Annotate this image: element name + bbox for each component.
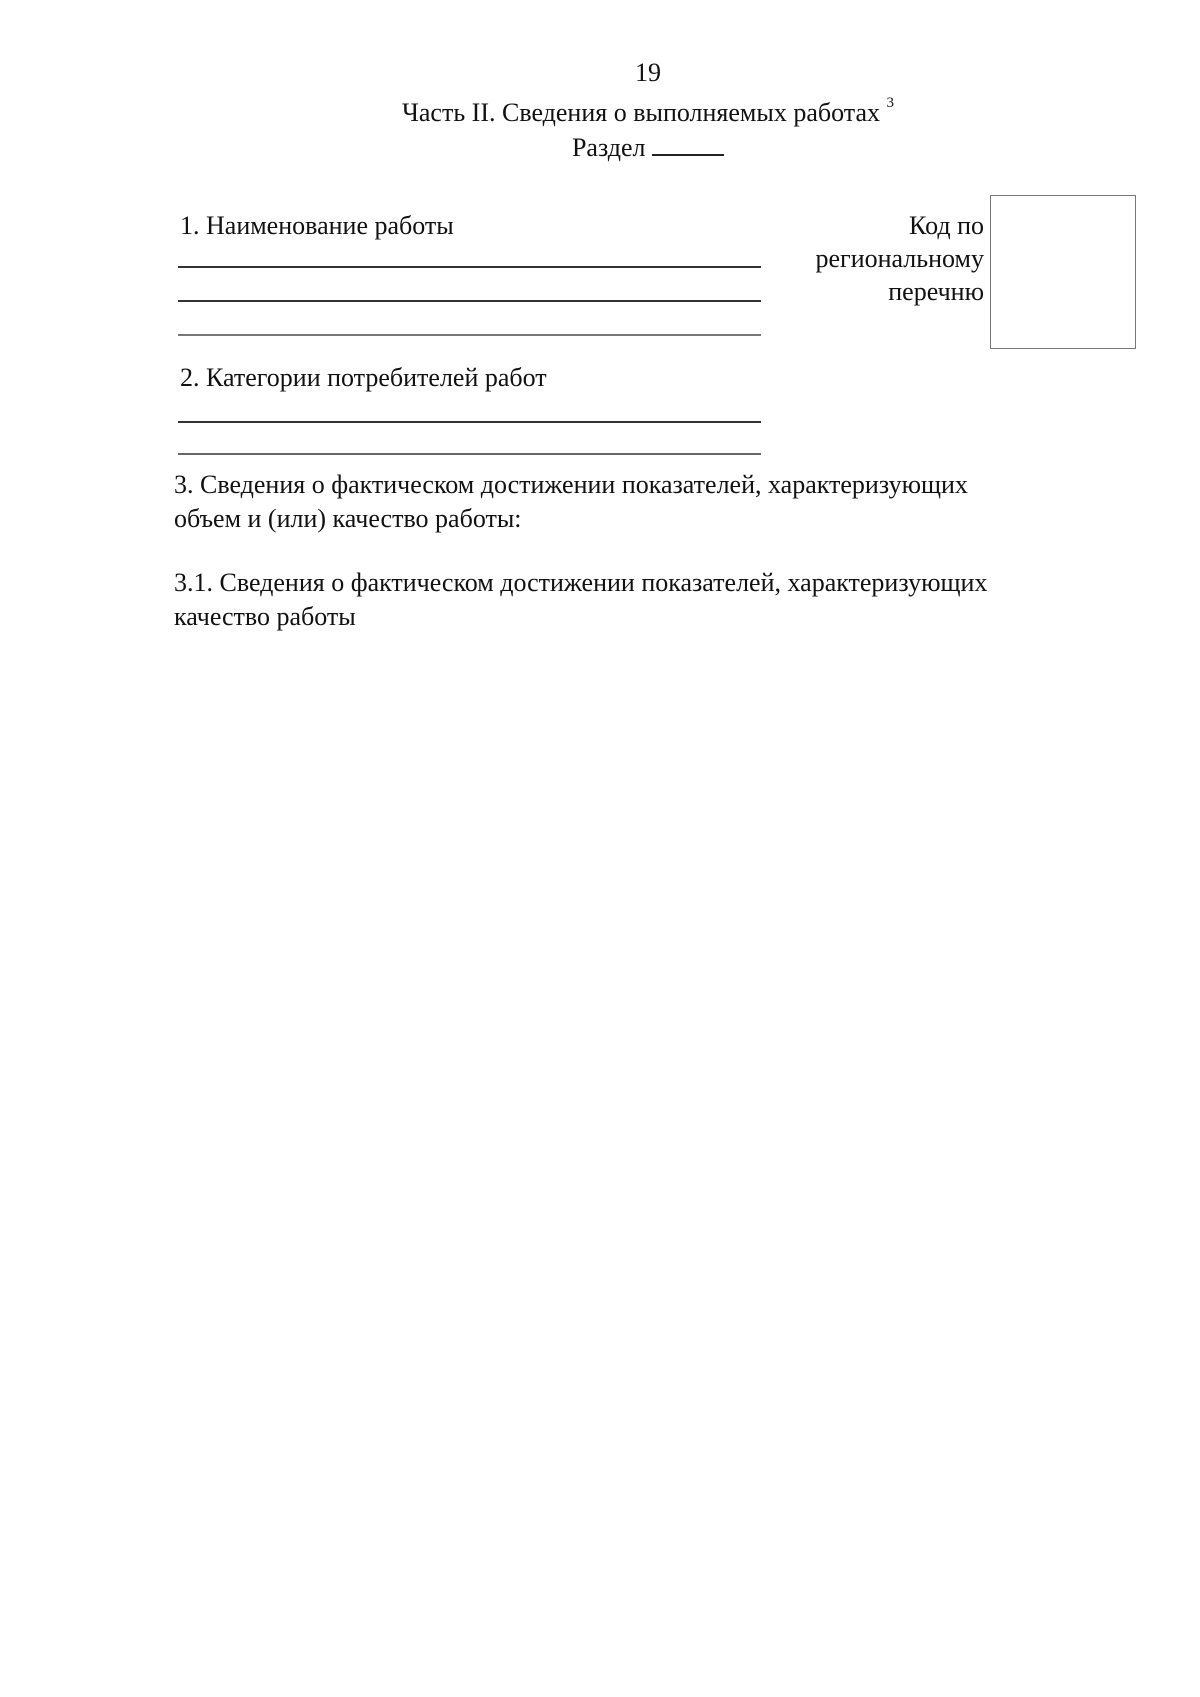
item31-line-1: 3.1. Сведения о фактическом достижении показателей, характеризующих bbox=[174, 568, 988, 597]
code-label-line-3: перечню bbox=[888, 277, 984, 306]
page-number: 19 bbox=[635, 58, 661, 87]
work-name-line-2[interactable] bbox=[178, 300, 761, 302]
work-name-label: 1. Наименование работы bbox=[180, 211, 454, 240]
code-label-line-2: региональному bbox=[815, 244, 984, 273]
consumer-categories-label: 2. Категории потребителей работ bbox=[180, 363, 547, 392]
regional-code-box[interactable] bbox=[990, 195, 1136, 349]
consumer-categories-line-2[interactable] bbox=[178, 453, 761, 455]
section-label: Раздел bbox=[571, 133, 646, 162]
work-name-line-3[interactable] bbox=[178, 334, 761, 336]
item3-line-1: 3. Сведения о фактическом достижении показателей, характеризующих bbox=[174, 470, 968, 499]
title-text: Часть II. Сведения о выполняемых работах bbox=[401, 98, 880, 127]
title-footnote: 3 bbox=[886, 95, 894, 111]
section-heading bbox=[0, 134, 1200, 161]
section-number-blank[interactable] bbox=[652, 134, 724, 156]
code-label-line-1: Код по bbox=[909, 211, 984, 240]
page-title bbox=[0, 95, 1200, 127]
consumer-categories-line-1[interactable] bbox=[178, 421, 761, 423]
item31-line-2: качество работы bbox=[174, 602, 356, 631]
work-name-line-1[interactable] bbox=[178, 266, 761, 268]
item3-line-2: объем и (или) качество работы: bbox=[174, 504, 522, 533]
